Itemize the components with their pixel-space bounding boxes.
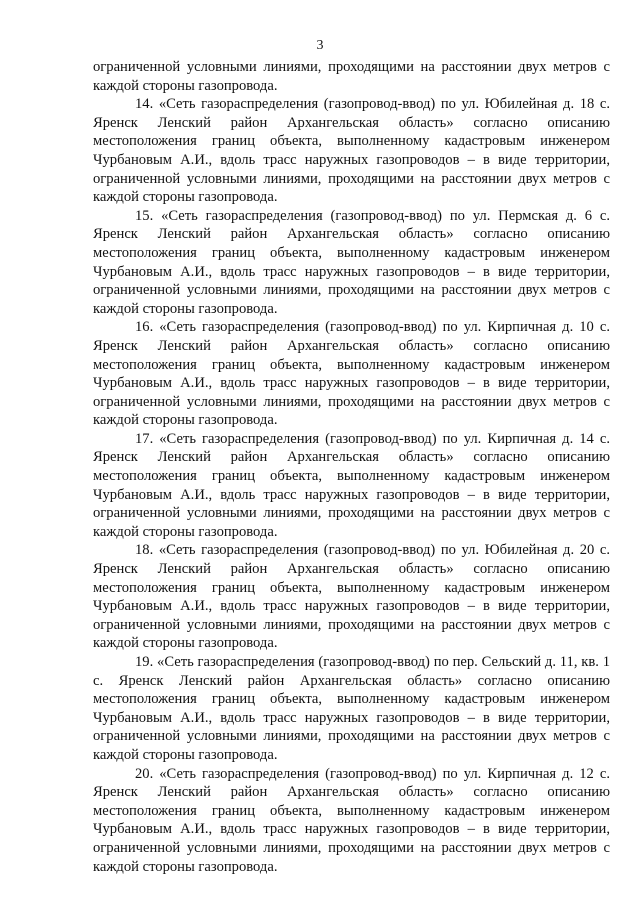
list-item-18: 18. «Сеть газораспределения (газопровод-ввод) по ул. Юбилейная д. 20 с. Яренск Ленский район Архангельская область» согласно описанию местоположения границ объекта, выполненному кадастровым инженером Чурбановым А.И., вдоль трасс наружных газопроводов – в виде территории, ограниченной условными линиями, проходящими на расстоянии двух метров с каждой стороны газопровода.	[93, 542, 610, 652]
list-item-16: 16. «Сеть газораспределения (газопровод-ввод) по ул. Кирпичная д. 10 с. Яренск Ленский район Архангельская область» согласно описанию местоположения границ объекта, выполненному кадастровым инженером Чурбановым А.И., вдоль трасс наружных газопроводов – в виде территории, ограниченной условными линиями, проходящими на расстоянии двух метров с каждой стороны газопровода.	[93, 319, 610, 429]
page-number: 3	[316, 38, 324, 53]
list-item-19: 19. «Сеть газораспределения (газопровод-ввод) по пер. Сельский д. 11, кв. 1 с. Яренск Ленский район Архангельская область» согласно описанию местоположения границ объекта, выполненному кадастровым инженером Чурбановым А.И., вдоль трасс наружных газопроводов – в виде территории, ограниченной условными линиями, проходящими на расстоянии двух метров с каждой стороны газопровода.	[93, 654, 610, 763]
list-item-17: 17. «Сеть газораспределения (газопровод-ввод) по ул. Кирпичная д. 14 с. Яренск Ленский район Архангельская область» согласно описанию местоположения границ объекта, выполненному кадастровым инженером Чурбановым А.И., вдоль трасс наружных газопроводов – в виде территории, ограниченной условными линиями, проходящими на расстоянии двух метров с каждой стороны газопровода.	[93, 430, 610, 540]
list-item-15: 15. «Сеть газораспределения (газопровод-ввод) по ул. Пермская д. 6 с. Яренск Ленский район Архангельская область» согласно описанию местоположения границ объекта, выполненному кадастровым инженером Чурбановым А.И., вдоль трасс наружных газопроводов – в виде территории, ограниченной условными линиями, проходящими на расстоянии двух метров с каждой стороны газопровода.	[93, 207, 610, 317]
document-body	[93, 58, 610, 876]
list-item-14: 14. «Сеть газораспределения (газопровод-ввод) по ул. Юбилейная д. 18 с. Яренск Ленский район Архангельская область» согласно описанию местоположения границ объекта, выполненному кадастровым инженером Чурбановым А.И., вдоль трасс наружных газопроводов – в виде территории, ограниченной условными линиями, проходящими на расстоянии двух метров с каждой стороны газопровода.	[93, 96, 610, 206]
list-item-20: 20. «Сеть газораспределения (газопровод-ввод) по ул. Кирпичная д. 12 с. Яренск Ленский район Архангельская область» согласно описанию местоположения границ объекта, выполненному кадастровым инженером Чурбановым А.И., вдоль трасс наружных газопроводов – в виде территории, ограниченной условными линиями, проходящими на расстоянии двух метров с каждой стороны газопровода.	[93, 765, 610, 875]
continuation-paragraph: ограниченной условными линиями, проходящими на расстоянии двух метров с каждой стороны газопровода.	[93, 59, 610, 94]
